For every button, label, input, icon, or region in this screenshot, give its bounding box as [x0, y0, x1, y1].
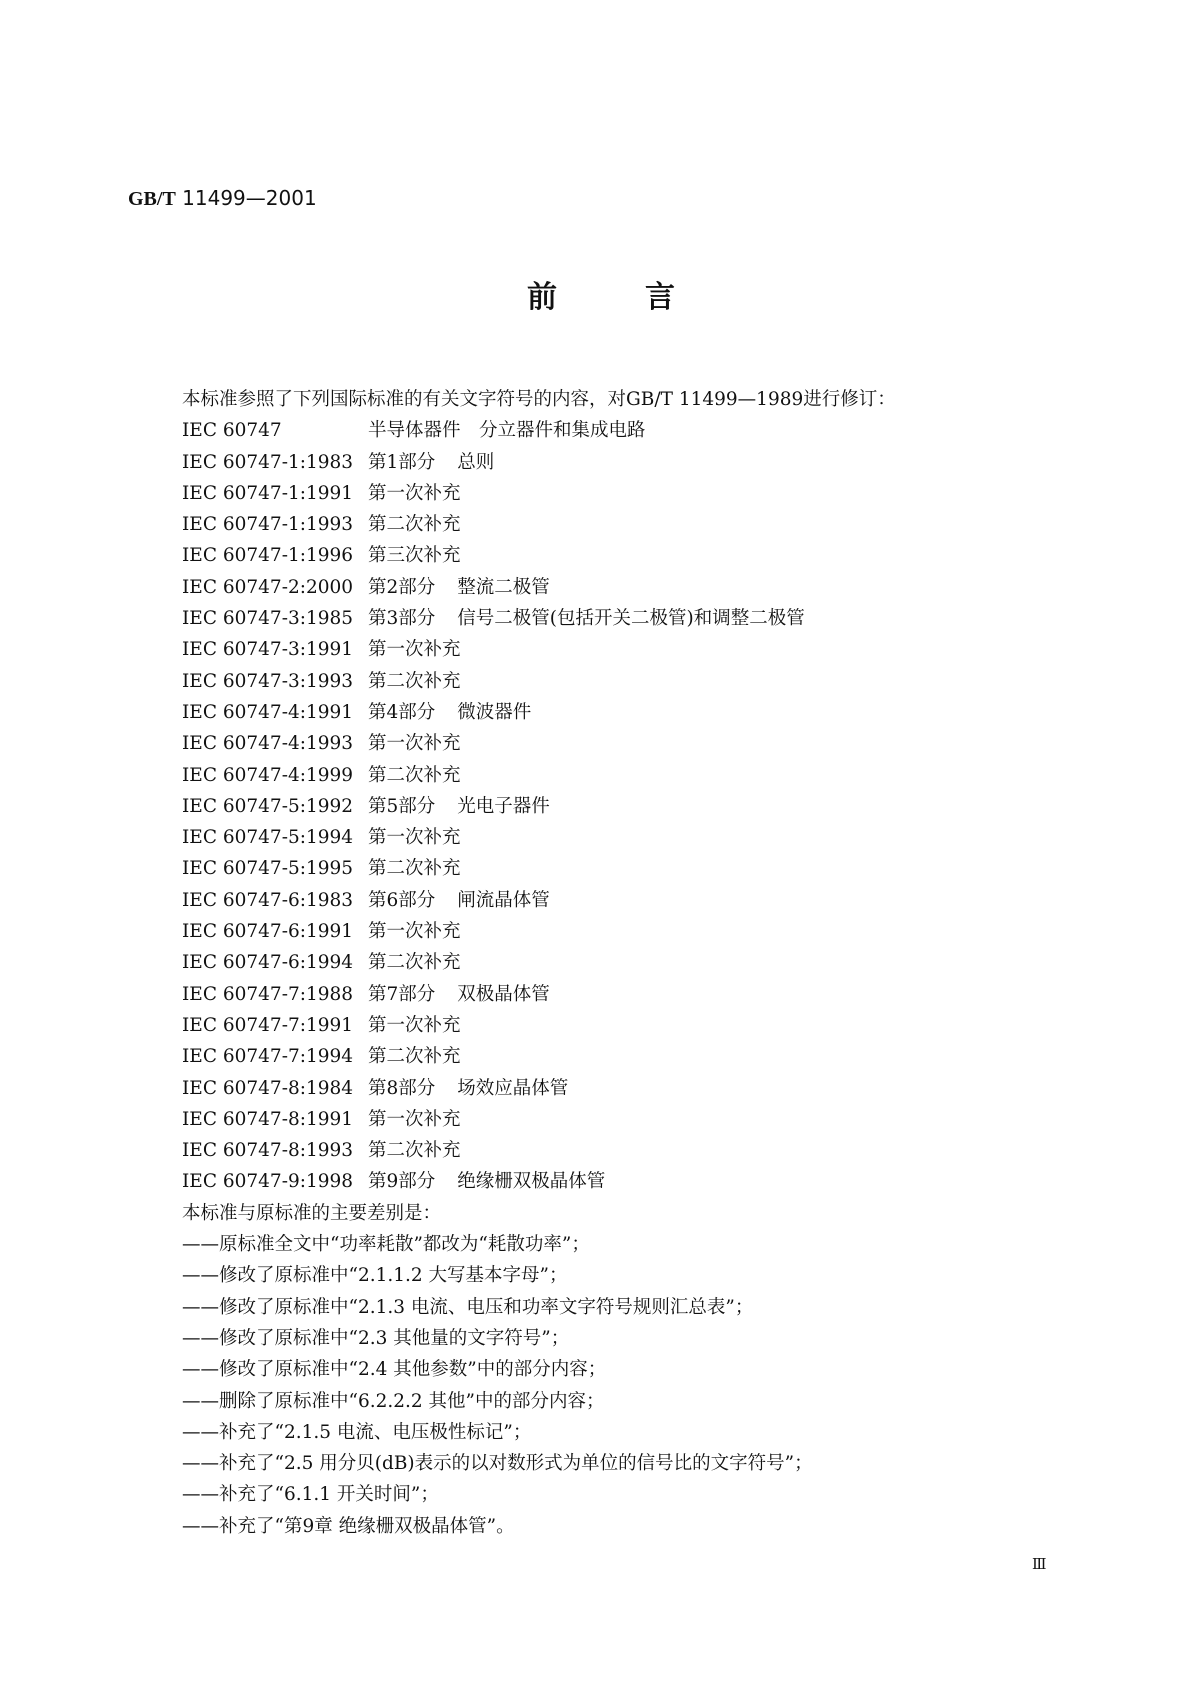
standard-code: IEC 60747-7:1991: [182, 1014, 354, 1036]
standard-item: [182, 509, 1102, 540]
differences-heading: 本标准与原标准的主要差别是：: [182, 1202, 442, 1224]
standard-part: 第5部分: [368, 795, 436, 817]
standard-code: IEC 60747-3:1993: [182, 670, 354, 692]
standard-item: [182, 760, 1102, 791]
change-item: ——删除了原标准中“6.2.2.2 其他”中的部分内容；: [182, 1390, 605, 1412]
standard-item: [182, 572, 1102, 603]
standard-item: [182, 853, 1102, 884]
standard-part: 第4部分: [368, 701, 436, 723]
standard-item: [182, 822, 1102, 853]
change-item: ——补充了“2.1.5 电流、电压极性标记”；: [182, 1421, 532, 1443]
changes-list: [182, 1229, 1102, 1542]
standard-description: 第一次补充: [368, 1014, 461, 1036]
standard-code: IEC 60747-7:1994: [182, 1046, 354, 1068]
standard-item: [182, 540, 1102, 571]
standard-part: 第9部分: [368, 1171, 436, 1193]
standard-item: [182, 728, 1102, 759]
standard-description: 第一次补充: [368, 482, 461, 504]
standard-part: 第3部分: [368, 608, 436, 630]
standard-item: [182, 1104, 1102, 1135]
standard-item: [182, 1166, 1102, 1197]
standard-prefix: GB/T: [128, 188, 176, 210]
standard-item: [182, 447, 1102, 478]
standard-description: 光电子器件: [457, 795, 550, 817]
standard-number: 11499—2001: [182, 186, 317, 210]
standard-item: [182, 791, 1102, 822]
standard-code: IEC 60747-1:1993: [182, 514, 354, 536]
standard-description: 半导体器件 分立器件和集成电路: [368, 420, 646, 442]
standard-description: 闸流晶体管: [457, 889, 550, 911]
standard-part: 第2部分: [368, 576, 436, 598]
standard-description: 微波器件: [457, 701, 532, 723]
standard-code: IEC 60747-2:2000: [182, 576, 354, 598]
standard-description: 信号二极管(包括开关二极管)和调整二极管: [457, 608, 805, 630]
standard-item: [182, 634, 1102, 665]
standard-code: IEC 60747-5:1995: [182, 858, 354, 880]
standard-item: [182, 1010, 1102, 1041]
standard-description: 第二次补充: [368, 764, 461, 786]
standard-description: 第一次补充: [368, 733, 461, 755]
change-item: ——补充了“第9章 绝缘栅双极晶体管”。: [182, 1515, 515, 1537]
standard-code: IEC 60747-3:1991: [182, 639, 354, 661]
standard-description: 场效应晶体管: [457, 1077, 569, 1099]
standard-code: IEC 60747-4:1991: [182, 701, 354, 723]
standard-code: IEC 60747-1:1991: [182, 482, 354, 504]
standard-code: IEC 60747-6:1991: [182, 921, 354, 943]
change-item: ——原标准全文中“功率耗散”都改为“耗散功率”；: [182, 1234, 590, 1256]
standard-item: [182, 885, 1102, 916]
standard-code: IEC 60747-1:1996: [182, 545, 354, 567]
standard-description: 第二次补充: [368, 1046, 461, 1068]
standard-code: IEC 60747-5:1994: [182, 827, 354, 849]
change-item: ——修改了原标准中“2.4 其他参数”中的部分内容；: [182, 1359, 607, 1381]
standard-code: IEC 60747-9:1998: [182, 1171, 354, 1193]
standard-code: IEC 60747-8:1991: [182, 1108, 354, 1130]
standard-description: 第二次补充: [368, 1140, 461, 1162]
standard-code: IEC 60747-4:1993: [182, 733, 354, 755]
standard-code: IEC 60747-3:1985: [182, 608, 354, 630]
standard-code: IEC 60747-7:1988: [182, 983, 354, 1005]
change-item: ——补充了“2.5 用分贝(dB)表示的以对数形式为单位的信号比的文字符号”；: [182, 1453, 813, 1475]
standard-description: 第二次补充: [368, 952, 461, 974]
document-header: [128, 186, 317, 211]
standard-item: [182, 1135, 1102, 1166]
standard-description: 第一次补充: [368, 1108, 461, 1130]
standard-description: 整流二极管: [457, 576, 550, 598]
standard-code: IEC 60747-6:1994: [182, 952, 354, 974]
standard-item: [182, 697, 1102, 728]
intro-paragraph: 本标准参照了下列国际标准的有关文字符号的内容，对GB/T 11499—1989进行修订：: [182, 389, 896, 410]
page-title: 前言: [527, 280, 763, 315]
standard-part: 第8部分: [368, 1077, 436, 1099]
standard-description: 总则: [457, 451, 495, 473]
standard-item: [182, 916, 1102, 947]
standard-item: [182, 666, 1102, 697]
standard-part: 第1部分: [368, 451, 436, 473]
standard-item: [182, 415, 1102, 446]
page-number: Ⅲ: [1032, 1555, 1047, 1573]
standard-part: 第7部分: [368, 983, 436, 1005]
foreword-body: [182, 384, 1102, 1542]
standards-list: [182, 415, 1102, 1197]
standard-code: IEC 60747-1:1983: [182, 451, 354, 473]
standard-item: [182, 1073, 1102, 1104]
standard-code: IEC 60747-8:1993: [182, 1140, 354, 1162]
standard-description: 第二次补充: [368, 670, 461, 692]
standard-description: 第二次补充: [368, 858, 461, 880]
standard-code: IEC 60747-8:1984: [182, 1077, 354, 1099]
change-item: ——修改了原标准中“2.1.1.2 大写基本字母”；: [182, 1265, 568, 1287]
standard-description: 第二次补充: [368, 514, 461, 536]
standard-part: 第6部分: [368, 889, 436, 911]
standard-description: 第一次补充: [368, 827, 461, 849]
standard-description: 双极晶体管: [457, 983, 550, 1005]
standard-item: [182, 478, 1102, 509]
standard-code: IEC 60747-5:1992: [182, 795, 354, 817]
standard-code: IEC 60747-4:1999: [182, 764, 354, 786]
standard-description: 第一次补充: [368, 639, 461, 661]
change-item: ——修改了原标准中“2.3 其他量的文字符号”；: [182, 1327, 570, 1349]
standard-code: IEC 60747: [182, 420, 282, 442]
standard-description: 第一次补充: [368, 921, 461, 943]
change-item: ——补充了“6.1.1 开关时间”；: [182, 1484, 439, 1506]
standard-item: [182, 603, 1102, 634]
standard-description: 第三次补充: [368, 545, 461, 567]
standard-code: IEC 60747-6:1983: [182, 889, 354, 911]
standard-item: [182, 1041, 1102, 1072]
standard-item: [182, 979, 1102, 1010]
change-item: ——修改了原标准中“2.1.3 电流、电压和功率文字符号规则汇总表”；: [182, 1296, 754, 1318]
standard-item: [182, 947, 1102, 978]
standard-description: 绝缘栅双极晶体管: [457, 1171, 606, 1193]
